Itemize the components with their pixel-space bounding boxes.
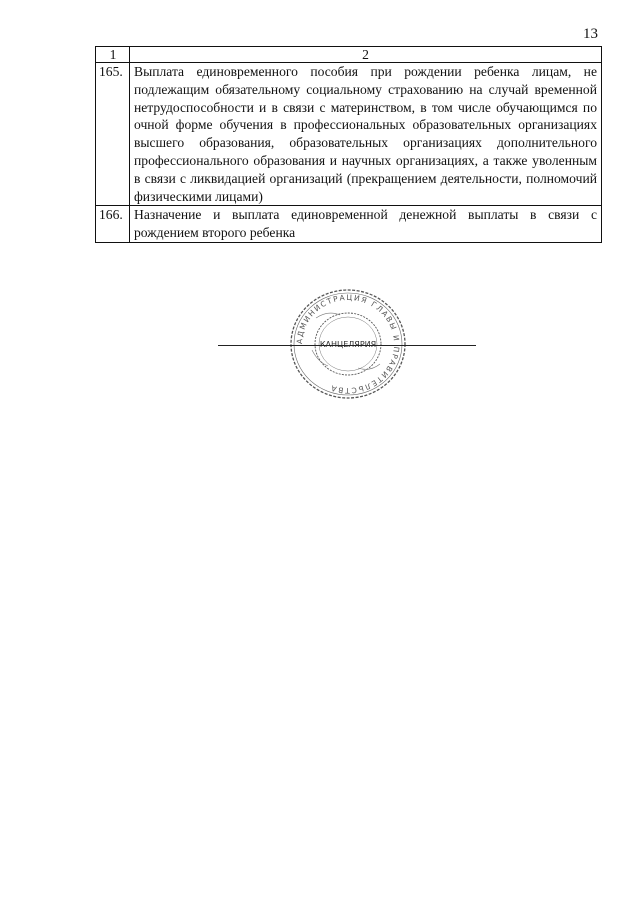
table-row (96, 206, 602, 243)
table-header-row (96, 47, 602, 63)
header-col-2: 2 (130, 47, 602, 63)
signature-line (218, 345, 476, 346)
header-col-1: 1 (96, 47, 130, 63)
seal-center-text: КАНЦЕЛЯРИЯ (319, 340, 377, 349)
table-row (96, 63, 602, 206)
row-text: Назначение и выплата единовременной денежной выплаты в связи с рождением второго ребенка (130, 206, 602, 243)
row-number: 166. (96, 206, 130, 243)
services-table (95, 46, 602, 243)
row-text: Выплата единовременного пособия при рождении ребенка лицам, не подлежащим обязательному социальному страхованию на случай временной нетрудоспособности и в связи с материнством, в том числе обучающимся по очной форме обучения в профессиональных образовательных организациях высшего образования, образовательных организациях дополнительного профессионального образования и научных организациях, а также уволенным в связи с ликвидацией организаций (прекращением деятельности, полномочий физическими лицами) (130, 63, 602, 206)
official-seal-stamp (288, 288, 408, 400)
page-number: 13 (583, 26, 598, 42)
row-number: 165. (96, 63, 130, 206)
seal-outer-text: АДМИНИСТРАЦИЯ ГЛАВЫ И ПРАВИТЕЛЬСТВА (294, 292, 402, 396)
